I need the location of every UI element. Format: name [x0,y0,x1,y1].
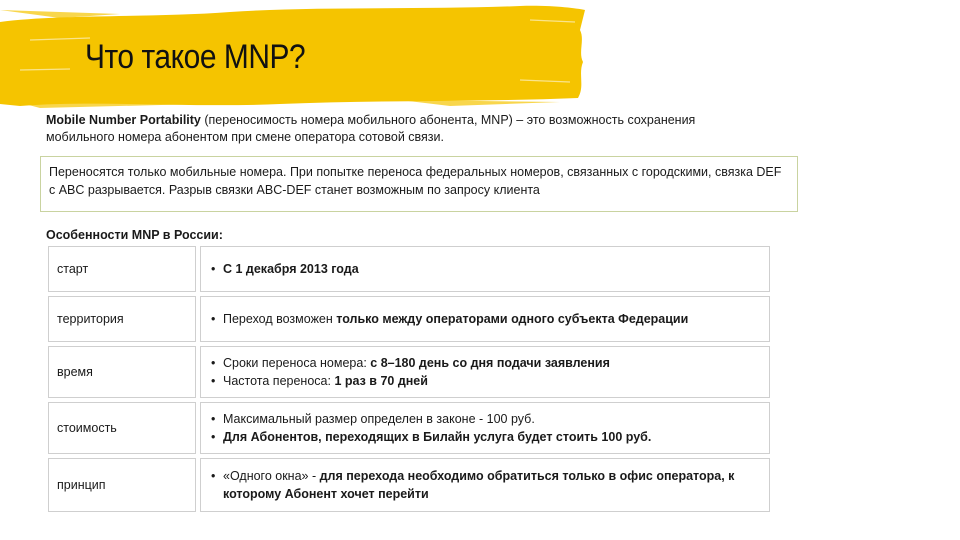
bullet-icon: • [211,469,216,483]
feature-row-territory [48,296,770,342]
feature-row-cost [48,402,770,454]
feature-details [200,246,770,292]
bullet-text-bold: только между операторами одного субъекта Федерации [336,312,689,326]
bullet-text: Сроки переноса номера: [223,356,371,370]
bullet-text-bold: с 8–180 день со дня подачи заявления [370,356,610,370]
bullet-text-bold: для перехода необходимо обратиться только в офис оператора, к которому Абонент хочет перейти [223,469,735,501]
feature-bullet [211,354,759,372]
mnp-definition [46,112,746,146]
feature-bullet [211,372,759,390]
feature-row-principle [48,458,770,512]
feature-label: время [48,346,196,398]
notice-box [40,156,798,212]
feature-details [200,346,770,398]
bullet-text: Максимальный размер определен в законе - 100 руб. [223,412,535,426]
feature-label: старт [48,246,196,292]
page-title: Что такое MNP? [85,38,306,76]
feature-bullet [211,428,759,446]
feature-bullet [211,467,759,503]
bullet-text: «Одного окна» - [223,469,320,483]
bullet-text-bold: С 1 декабря 2013 года [223,262,359,276]
feature-bullet [211,260,759,278]
bullet-text-bold: 1 раз в 70 дней [334,374,428,388]
mnp-definition-text: (переносимость номера мобильного абонента, MNP) – это возможность сохранения мобильного номера абонентом при смене оператора сотовой связи. [46,113,696,144]
features-table [48,246,770,516]
bullet-icon: • [211,312,216,326]
feature-details [200,458,770,512]
feature-row-start [48,246,770,292]
bullet-text: Частота переноса: [223,374,335,388]
bullet-text-bold: Для Абонентов, переходящих в Билайн услуга будет стоить 100 руб. [223,430,652,444]
feature-bullet [211,310,759,328]
feature-details [200,402,770,454]
bullet-icon: • [211,430,216,444]
feature-bullet [211,410,759,428]
notice-text: Переносятся только мобильные номера. При попытке переноса федеральных номеров, связанных с городскими, связка DEF с ABC разрывается. Разрыв связки ABC-DEF станет возможным по запросу клиента [49,165,782,197]
feature-label: территория [48,296,196,342]
bullet-text: Переход возможен [223,312,337,326]
bullet-icon: • [211,374,216,388]
feature-row-time [48,346,770,398]
features-heading: Особенности MNP в России: [46,228,223,242]
bullet-icon: • [211,412,216,426]
mnp-term: Mobile Number Portability [46,113,201,127]
bullet-icon: • [211,262,216,276]
feature-label: стоимость [48,402,196,454]
bullet-icon: • [211,356,216,370]
feature-label: принцип [48,458,196,512]
feature-details [200,296,770,342]
